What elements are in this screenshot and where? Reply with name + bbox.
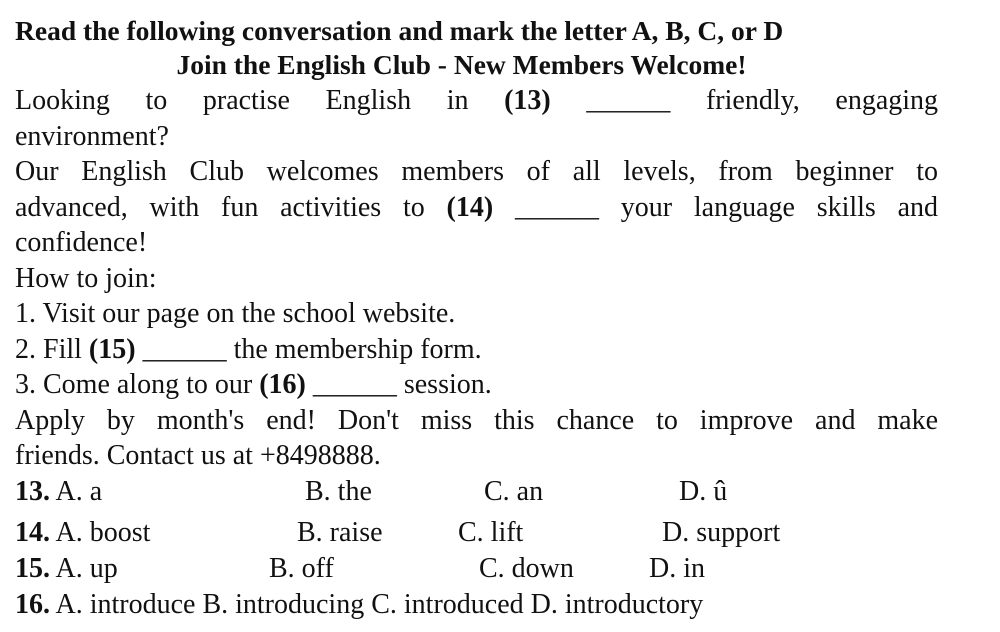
question-number-13: (13) xyxy=(504,85,551,116)
option-16-b: B. introducing xyxy=(202,588,365,620)
passage-line: environment? xyxy=(15,120,169,152)
step-3: 3. Come along to our (16) ______ session. xyxy=(15,369,492,400)
passage-line: Our English Club welcomes members of all levels, from beginner to xyxy=(15,156,938,187)
option-16-c: C. introduced xyxy=(371,588,524,620)
question-16: 16. A. introduce B. introducing C. introduced D. introductory xyxy=(15,588,704,620)
blank-16: ______ xyxy=(312,369,397,400)
passage-line-q13: Looking to practise English in (13) ______ friendly, engaging xyxy=(15,85,939,116)
option-16-d: D. introductory xyxy=(530,588,704,620)
option-14-d: D. support xyxy=(662,516,781,548)
option-15-c: C. down xyxy=(479,552,574,584)
option-16-a: A. introduce xyxy=(55,588,196,620)
passage-heading: Join the English Club - New Members Welcome! xyxy=(176,49,747,80)
option-15-d: D. in xyxy=(649,552,705,584)
question-number-16: (16) xyxy=(259,369,306,400)
question-13: 13. A. a B. the C. an D. û xyxy=(15,474,938,510)
how-to-join-label: How to join: xyxy=(15,262,157,294)
blank-14: ______ xyxy=(514,191,599,223)
question-15: 15. A. up B. off C. down D. in xyxy=(15,551,938,587)
passage-line: confidence! xyxy=(15,227,148,258)
closing-line: Apply by month's end! Don't miss this chance to improve and make xyxy=(15,404,938,436)
blank-15: ______ xyxy=(142,333,227,365)
blank-13: ______ xyxy=(586,85,671,116)
option-13-d: D. û xyxy=(679,475,728,507)
step-1: 1. Visit our page on the school website. xyxy=(15,298,456,329)
option-13-b: B. the xyxy=(305,475,372,507)
option-15-b: B. off xyxy=(269,552,334,584)
passage-line-q14: advanced, with fun activities to (14) ______ your language skills and xyxy=(15,191,939,223)
option-14-c: C. lift xyxy=(458,516,524,548)
question-14: 14. A. boost B. raise C. lift D. support xyxy=(15,515,938,551)
instruction: Read the following conversation and mark the letter A, B, C, or D xyxy=(15,15,784,46)
option-14-b: B. raise xyxy=(297,516,383,548)
question-number-14: (14) xyxy=(446,191,494,223)
option-13-c: C. an xyxy=(484,475,544,507)
closing-line: friends. Contact us at +8498888. xyxy=(15,440,381,471)
question-number-15: (15) xyxy=(88,333,136,365)
step-2: 2. Fill (15) ______ the membership form. xyxy=(15,333,482,365)
